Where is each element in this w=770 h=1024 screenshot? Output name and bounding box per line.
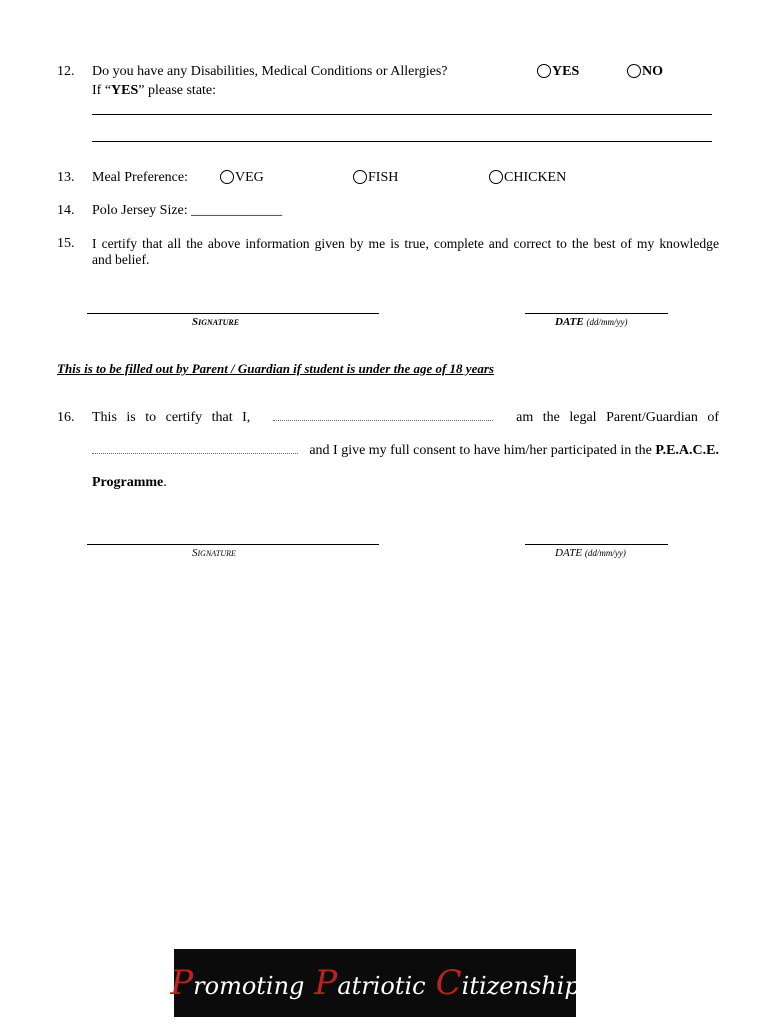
q12-yes-option[interactable]: YES — [537, 64, 579, 80]
banner-word-promoting: Promoting — [170, 963, 305, 1003]
q16-line-3: Programme. — [92, 475, 167, 490]
q12-answer-line-2[interactable] — [92, 141, 712, 142]
banner-word-citizenship: Citizenship — [435, 963, 580, 1003]
q16-line-1: This is to certify that I, am the legal Parent/Guardian of — [92, 410, 719, 425]
meal-option-fish[interactable]: FISH — [353, 170, 398, 186]
student-signature-line[interactable] — [87, 313, 379, 314]
chicken-radio-icon[interactable] — [489, 170, 503, 184]
veg-radio-icon[interactable] — [220, 170, 234, 184]
q12-state-prompt: If “YES” please state: — [92, 83, 217, 98]
q16-number: 16. — [57, 410, 75, 425]
fish-radio-icon[interactable] — [353, 170, 367, 184]
q15-certification-line-2: and belief. — [92, 252, 150, 267]
q14-number: 14. — [57, 203, 75, 218]
jersey-size-field[interactable]: Polo Jersey Size: _____________ — [92, 203, 283, 218]
student-date-caption: DATE (dd/mm/yy) — [555, 316, 628, 328]
q12-number: 12. — [57, 64, 75, 79]
promoting-patriotic-citizenship-banner — [170, 949, 580, 1017]
student-signature-caption: SIGNATURE — [192, 316, 240, 328]
meal-option-veg[interactable]: VEG — [220, 170, 264, 186]
parent-date-caption: DATE (dd/mm/yy) — [555, 547, 626, 559]
q16-line-2: and I give my full consent to have him/her participated in the P.E.A.C.E. — [92, 443, 719, 459]
parent-signature-line[interactable] — [87, 544, 379, 545]
parent-name-field[interactable] — [273, 420, 493, 421]
q12-question: Do you have any Disabilities, Medical Conditions or Allergies? — [92, 64, 448, 79]
student-name-field[interactable] — [92, 453, 298, 454]
student-date-line[interactable] — [525, 313, 668, 314]
q13-number: 13. — [57, 170, 75, 185]
q13-label: Meal Preference: — [92, 170, 188, 185]
q15-certification-line-1: I certify that all the above information given by me is true, complete and correct to the best of my knowledge — [92, 236, 719, 251]
parent-signature-caption: SIGNATURE — [192, 547, 236, 559]
no-radio-icon[interactable] — [627, 64, 641, 78]
q15-number: 15. — [57, 236, 75, 251]
meal-option-chicken[interactable]: CHICKEN — [489, 170, 566, 186]
parent-date-line[interactable] — [525, 544, 668, 545]
q12-no-option[interactable]: NO — [627, 64, 663, 80]
banner-word-patriotic: Patriotic — [314, 963, 426, 1003]
parent-guardian-notice: This is to be filled out by Parent / Guardian if student is under the age of 18 years — [57, 361, 494, 376]
q12-answer-line-1[interactable] — [92, 114, 712, 115]
yes-radio-icon[interactable] — [537, 64, 551, 78]
